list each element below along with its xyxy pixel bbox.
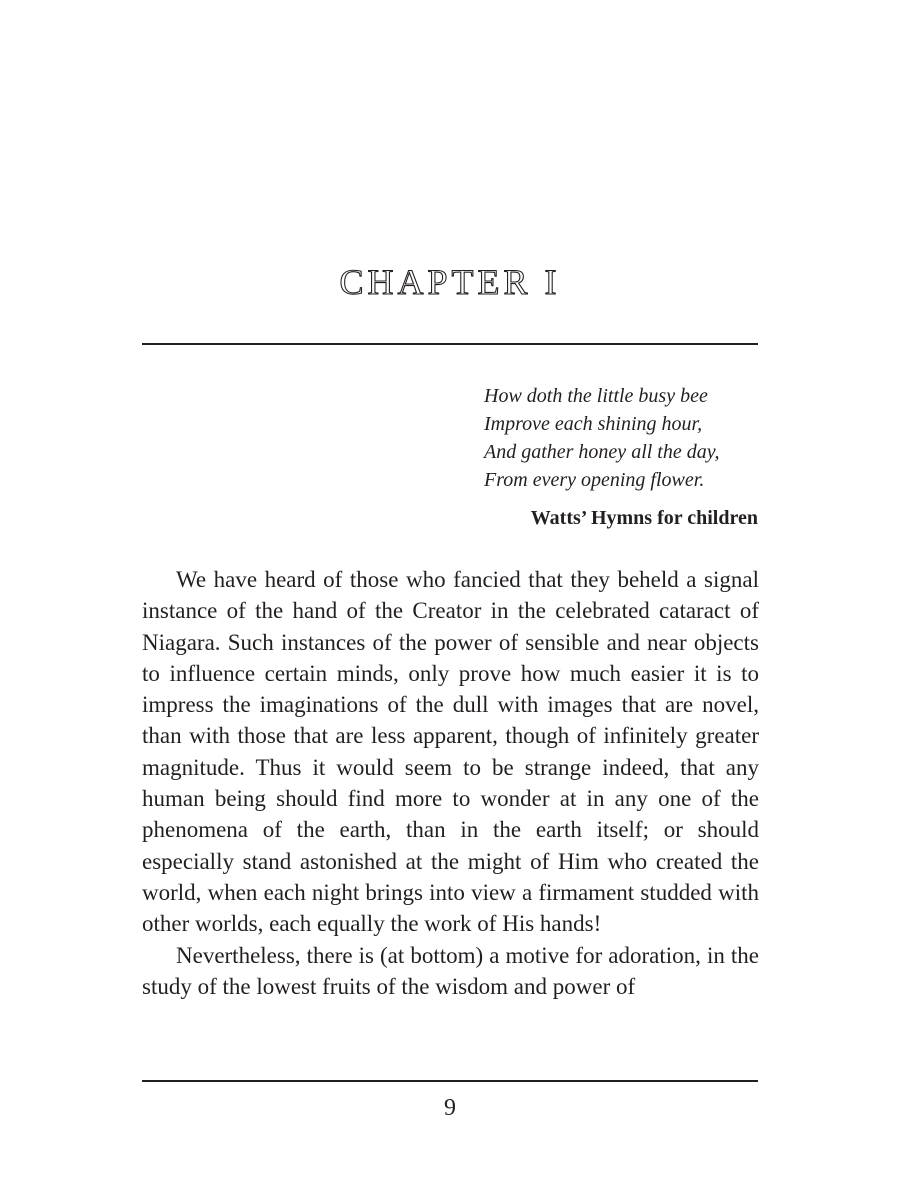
body-text [142, 564, 759, 1002]
epigraph-attribution: Watts’ Hymns for children [530, 507, 758, 529]
chapter-title: CHAPTER I [339, 262, 561, 302]
body-paragraph: Nevertheless, there is (at bottom) a motive for adoration, in the study of the lowest fruits of the wisdom and power of [142, 942, 759, 999]
body-paragraph: We have heard of those who fancied that they beheld a signal instance of the hand of the Creator in the celebrated cataract of Niagara. Such instances of the power of sensible and near objects to influence certain minds, only prove how much easier it is to impress the imaginations of the dull with images that are novel, than with those that are less apparent, though of infinitely greater magnitude. Thus it would seem to be strange indeed, that any human being should find more to wonder at in any one of the phenomena of the earth, than in the earth itself; or should especially stand astonished at the might of Him who created the world, when each night brings into view a firmament studded with other worlds, each equally the work of His hands! [142, 567, 759, 937]
epigraph-line: And gather honey all the day, [484, 441, 720, 463]
chapter-heading-rule [142, 343, 758, 345]
epigraph-line: How doth the little busy bee [484, 385, 708, 407]
page-number: 9 [444, 1095, 456, 1121]
epigraph [484, 382, 774, 494]
footer-rule [142, 1080, 758, 1082]
epigraph-line: From every opening flower. [484, 469, 705, 491]
epigraph-line: Improve each shining hour, [484, 413, 703, 435]
